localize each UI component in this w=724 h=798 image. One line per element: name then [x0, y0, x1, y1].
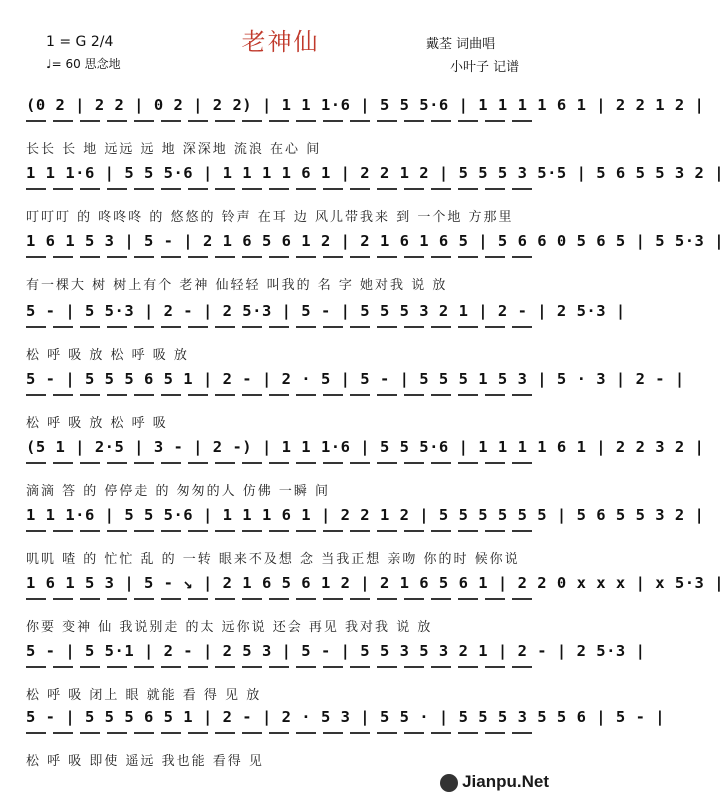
- site-logo-icon: [440, 774, 458, 792]
- lyric-line: 松 呼 吸 即使 遥远 我也能 看得 见: [26, 754, 264, 769]
- key-signature: 1 = G 2/4: [46, 34, 114, 50]
- beam-lines: [26, 530, 536, 532]
- score-row-7: [26, 506, 705, 576]
- score-row-5: [26, 370, 685, 440]
- beam-lines: [26, 120, 536, 122]
- beam-lines: [26, 326, 536, 328]
- credit-transcriber: 小叶子 记谱: [450, 60, 520, 75]
- lyric-line: 松 呼 吸 放 松 呼 吸: [26, 416, 168, 431]
- notation-line: 5 - | 5 5·3 | 2 - | 2 5·3 | 5 - | 5 5 5 3 2 1 | 2 - | 2 5·3 |: [26, 302, 626, 320]
- lyric-line: 长长 长 地 远远 远 地 深深地 流浪 在心 间: [26, 142, 322, 157]
- lyric-line: 你要 变神 仙 我说别走 的太 远你说 还会 再见 我对我 说 放: [26, 620, 433, 635]
- lyric-line: 有一棵大 树 树上有个 老神 仙轻轻 叫我的 名 字 她对我 说 放: [26, 278, 448, 293]
- watermark-text: Jianpu.Net: [462, 772, 549, 791]
- notation-line: 1 1 1·6 | 5 5 5·6 | 1 1 1 1 6 1 | 2 2 1 2 | 5 5 5 3 5·5 | 5 6 5 5 3 2 |: [26, 164, 724, 182]
- notation-line: 1 6 1 5 3 | 5 - | 2 1 6 5 6 1 2 | 2 1 6 1 6 5 | 5 6 6 0 5 6 5 | 5 5·3 |: [26, 232, 724, 250]
- score-row-8: [26, 574, 724, 644]
- beam-lines: [26, 256, 536, 258]
- lyric-line: 叮叮叮 的 咚咚咚 的 悠悠的 铃声 在耳 边 风儿带我来 到 一个地 方那里: [26, 210, 514, 225]
- lyric-line: 滴滴 答 的 停停走 的 匆匆的人 仿佛 一瞬 间: [26, 484, 331, 499]
- beam-lines: [26, 666, 536, 668]
- beam-lines: [26, 732, 536, 734]
- notation-line: 1 6 1 5 3 | 5 - ↘ | 2 1 6 5 6 1 2 | 2 1 6 5 6 1 | 2 2 0 x x x | x 5·3 |: [26, 574, 724, 592]
- lyric-line: 松 呼 吸 放 松 呼 吸 放: [26, 348, 189, 363]
- beam-lines: [26, 188, 536, 190]
- beam-lines: [26, 598, 536, 600]
- beam-lines: [26, 462, 536, 464]
- notation-line: 5 - | 5 5 5 6 5 1 | 2 - | 2 · 5 | 5 - | 5 5 5 1 5 3 | 5 · 3 | 2 - |: [26, 370, 685, 388]
- notation-line: (0 2 | 2 2 | 0 2 | 2 2) | 1 1 1·6 | 5 5 5·6 | 1 1 1 1 6 1 | 2 2 1 2 |: [26, 96, 705, 114]
- score-row-10: [26, 708, 666, 778]
- notation-line: (5 1 | 2·5 | 3 - | 2 -) | 1 1 1·6 | 5 5 5·6 | 1 1 1 1 6 1 | 2 2 3 2 |: [26, 438, 705, 456]
- score-row-1: [26, 96, 705, 166]
- lyric-line: 松 呼 吸 闭上 眼 就能 看 得 见 放: [26, 688, 262, 703]
- tempo-marking: ♩= 60 思念地: [46, 57, 121, 71]
- site-watermark: [440, 772, 549, 792]
- notation-line: 5 - | 5 5 5 6 5 1 | 2 - | 2 · 5 3 | 5 5 · | 5 5 5 3 5 5 6 | 5 - |: [26, 708, 666, 726]
- score-row-4: [26, 302, 626, 372]
- lyric-line: 叽叽 喳 的 忙忙 乱 的 一转 眼来不及想 念 当我正想 亲吻 你的时 候你说: [26, 552, 520, 567]
- song-title: 老神仙: [241, 28, 320, 56]
- score-row-2: [26, 164, 724, 234]
- score-row-6: [26, 438, 705, 508]
- beam-lines: [26, 394, 536, 396]
- credit-artist: 戴荃 词曲唱: [426, 37, 496, 52]
- score-row-9: [26, 642, 646, 712]
- score-row-3: [26, 232, 724, 302]
- notation-line: 1 1 1·6 | 5 5 5·6 | 1 1 1 6 1 | 2 2 1 2 | 5 5 5 5 5 5 | 5 6 5 5 3 2 |: [26, 506, 705, 524]
- notation-line: 5 - | 5 5·1 | 2 - | 2 5 3 | 5 - | 5 5 3 5 3 2 1 | 2 - | 2 5·3 |: [26, 642, 646, 660]
